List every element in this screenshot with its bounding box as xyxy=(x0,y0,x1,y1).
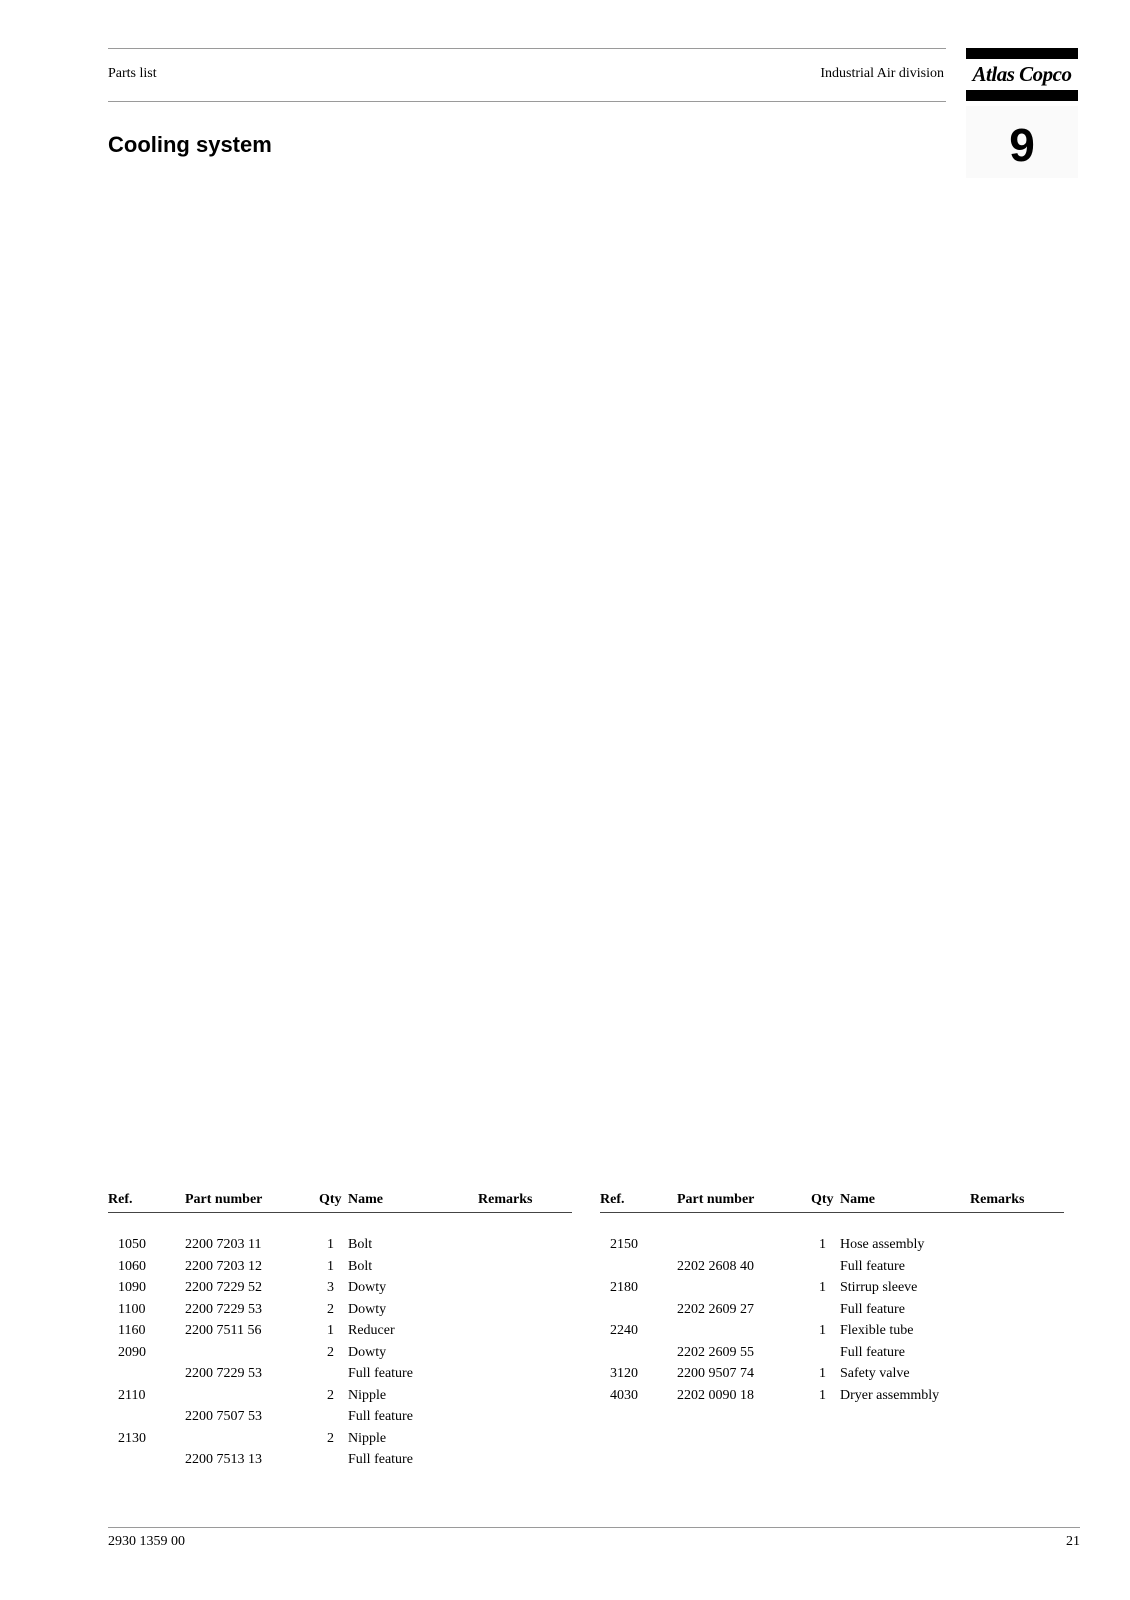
part-number-cell: 2200 7511 56 xyxy=(185,1323,262,1338)
part-number-cell: 2202 0090 18 xyxy=(677,1387,754,1403)
qty-cell: 2 xyxy=(327,1387,334,1403)
header-bottom-rule xyxy=(108,101,946,102)
table-row xyxy=(108,1259,572,1281)
name-cell: Full feature xyxy=(840,1258,905,1274)
table-row xyxy=(108,1345,572,1367)
footer-document-number: 2930 1359 00 xyxy=(108,1534,185,1549)
qty-cell: 1 xyxy=(819,1280,826,1295)
header-top-rule xyxy=(108,48,946,49)
table-row xyxy=(108,1388,572,1410)
part-number-cell: 2200 7203 12 xyxy=(185,1258,262,1274)
table-row xyxy=(108,1409,572,1431)
name-cell: Reducer xyxy=(348,1323,395,1338)
header-document-type: Parts list xyxy=(108,66,157,81)
qty-cell: 2 xyxy=(327,1301,334,1317)
part-number-cell: 2200 7507 53 xyxy=(185,1409,262,1424)
table-body xyxy=(108,1213,572,1474)
chapter-number: 9 xyxy=(966,106,1078,178)
part-number-cell: 2202 2609 55 xyxy=(677,1344,754,1360)
ref-cell: 3120 xyxy=(610,1366,638,1381)
table-row xyxy=(108,1302,572,1324)
header-part-number: Part number xyxy=(185,1192,263,1207)
name-cell: Full feature xyxy=(348,1409,413,1424)
name-cell: Safety valve xyxy=(840,1366,910,1381)
ref-cell: 2130 xyxy=(118,1430,146,1446)
part-number-cell: 2202 2609 27 xyxy=(677,1301,754,1317)
table-header xyxy=(108,1192,572,1213)
name-cell: Bolt xyxy=(348,1237,373,1252)
ref-cell: 1050 xyxy=(118,1237,146,1252)
qty-cell: 1 xyxy=(819,1323,826,1338)
table-body xyxy=(600,1213,1064,1409)
name-cell: Dowty xyxy=(348,1344,387,1360)
logo-top-bar xyxy=(966,48,1078,59)
table-row xyxy=(108,1452,572,1474)
name-cell: Flexible tube xyxy=(840,1323,914,1338)
ref-cell: 2090 xyxy=(118,1344,146,1360)
part-number-cell: 2202 2608 40 xyxy=(677,1258,754,1274)
table-row xyxy=(108,1280,572,1302)
footer-rule xyxy=(108,1527,1080,1528)
ref-cell: 4030 xyxy=(610,1387,638,1403)
logo-bottom-bar xyxy=(966,90,1078,101)
table-row xyxy=(108,1366,572,1388)
ref-cell: 2180 xyxy=(610,1280,638,1295)
header-name: Name xyxy=(840,1192,875,1207)
ref-cell: 1090 xyxy=(118,1280,146,1295)
header-division: Industrial Air division xyxy=(820,66,944,81)
qty-cell: 3 xyxy=(327,1280,334,1295)
name-cell: Stirrup sleeve xyxy=(840,1280,918,1295)
qty-cell: 2 xyxy=(327,1430,334,1446)
name-cell: Dowty xyxy=(348,1280,387,1295)
parts-table-left xyxy=(108,1192,572,1474)
name-cell: Full feature xyxy=(840,1301,905,1317)
part-number-cell: 2200 7229 52 xyxy=(185,1280,262,1295)
qty-cell: 1 xyxy=(327,1323,334,1338)
table-row xyxy=(600,1388,1064,1410)
table-row xyxy=(108,1323,572,1345)
name-cell: Full feature xyxy=(348,1452,413,1467)
part-number-cell: 2200 9507 74 xyxy=(677,1366,754,1381)
table-row xyxy=(600,1345,1064,1367)
qty-cell: 1 xyxy=(819,1237,826,1252)
part-number-cell: 2200 7229 53 xyxy=(185,1366,262,1381)
table-row xyxy=(600,1366,1064,1388)
header-ref: Ref. xyxy=(600,1192,625,1207)
name-cell: Bolt xyxy=(348,1258,373,1274)
ref-cell: 1100 xyxy=(118,1301,146,1317)
qty-cell: 1 xyxy=(327,1237,334,1252)
header-remarks: Remarks xyxy=(478,1192,533,1207)
atlas-copco-logo xyxy=(966,48,1078,102)
header-remarks: Remarks xyxy=(970,1192,1025,1207)
page-title: Cooling system xyxy=(108,132,272,157)
name-cell: Nipple xyxy=(348,1430,387,1446)
qty-cell: 2 xyxy=(327,1344,334,1360)
ref-cell: 1060 xyxy=(118,1258,146,1274)
header-ref: Ref. xyxy=(108,1192,133,1207)
logo-text: Atlas Copco xyxy=(972,62,1072,86)
table-row xyxy=(600,1280,1064,1302)
qty-cell: 1 xyxy=(819,1387,826,1403)
header-qty: Qty xyxy=(319,1192,342,1207)
ref-cell: 1160 xyxy=(118,1323,146,1338)
qty-cell: 1 xyxy=(327,1258,334,1274)
part-number-cell: 2200 7203 11 xyxy=(185,1237,262,1252)
header-qty: Qty xyxy=(811,1192,834,1207)
footer-page-number: 21 xyxy=(1066,1534,1080,1549)
table-row xyxy=(108,1431,572,1453)
table-row xyxy=(108,1237,572,1259)
header-part-number: Part number xyxy=(677,1192,755,1207)
header-name: Name xyxy=(348,1192,383,1207)
name-cell: Full feature xyxy=(348,1366,413,1381)
part-number-cell: 2200 7513 13 xyxy=(185,1452,262,1467)
part-number-cell: 2200 7229 53 xyxy=(185,1301,262,1317)
name-cell: Hose assembly xyxy=(840,1237,925,1252)
name-cell: Nipple xyxy=(348,1387,387,1403)
ref-cell: 2150 xyxy=(610,1237,638,1252)
ref-cell: 2240 xyxy=(610,1323,638,1338)
qty-cell: 1 xyxy=(819,1366,826,1381)
name-cell: Dowty xyxy=(348,1301,387,1317)
table-row xyxy=(600,1302,1064,1324)
table-header xyxy=(600,1192,1064,1213)
parts-table-right xyxy=(600,1192,1064,1409)
table-row xyxy=(600,1259,1064,1281)
name-cell: Dryer assemmbly xyxy=(840,1387,940,1403)
table-row xyxy=(600,1237,1064,1259)
table-row xyxy=(600,1323,1064,1345)
ref-cell: 2110 xyxy=(118,1387,146,1403)
name-cell: Full feature xyxy=(840,1344,905,1360)
